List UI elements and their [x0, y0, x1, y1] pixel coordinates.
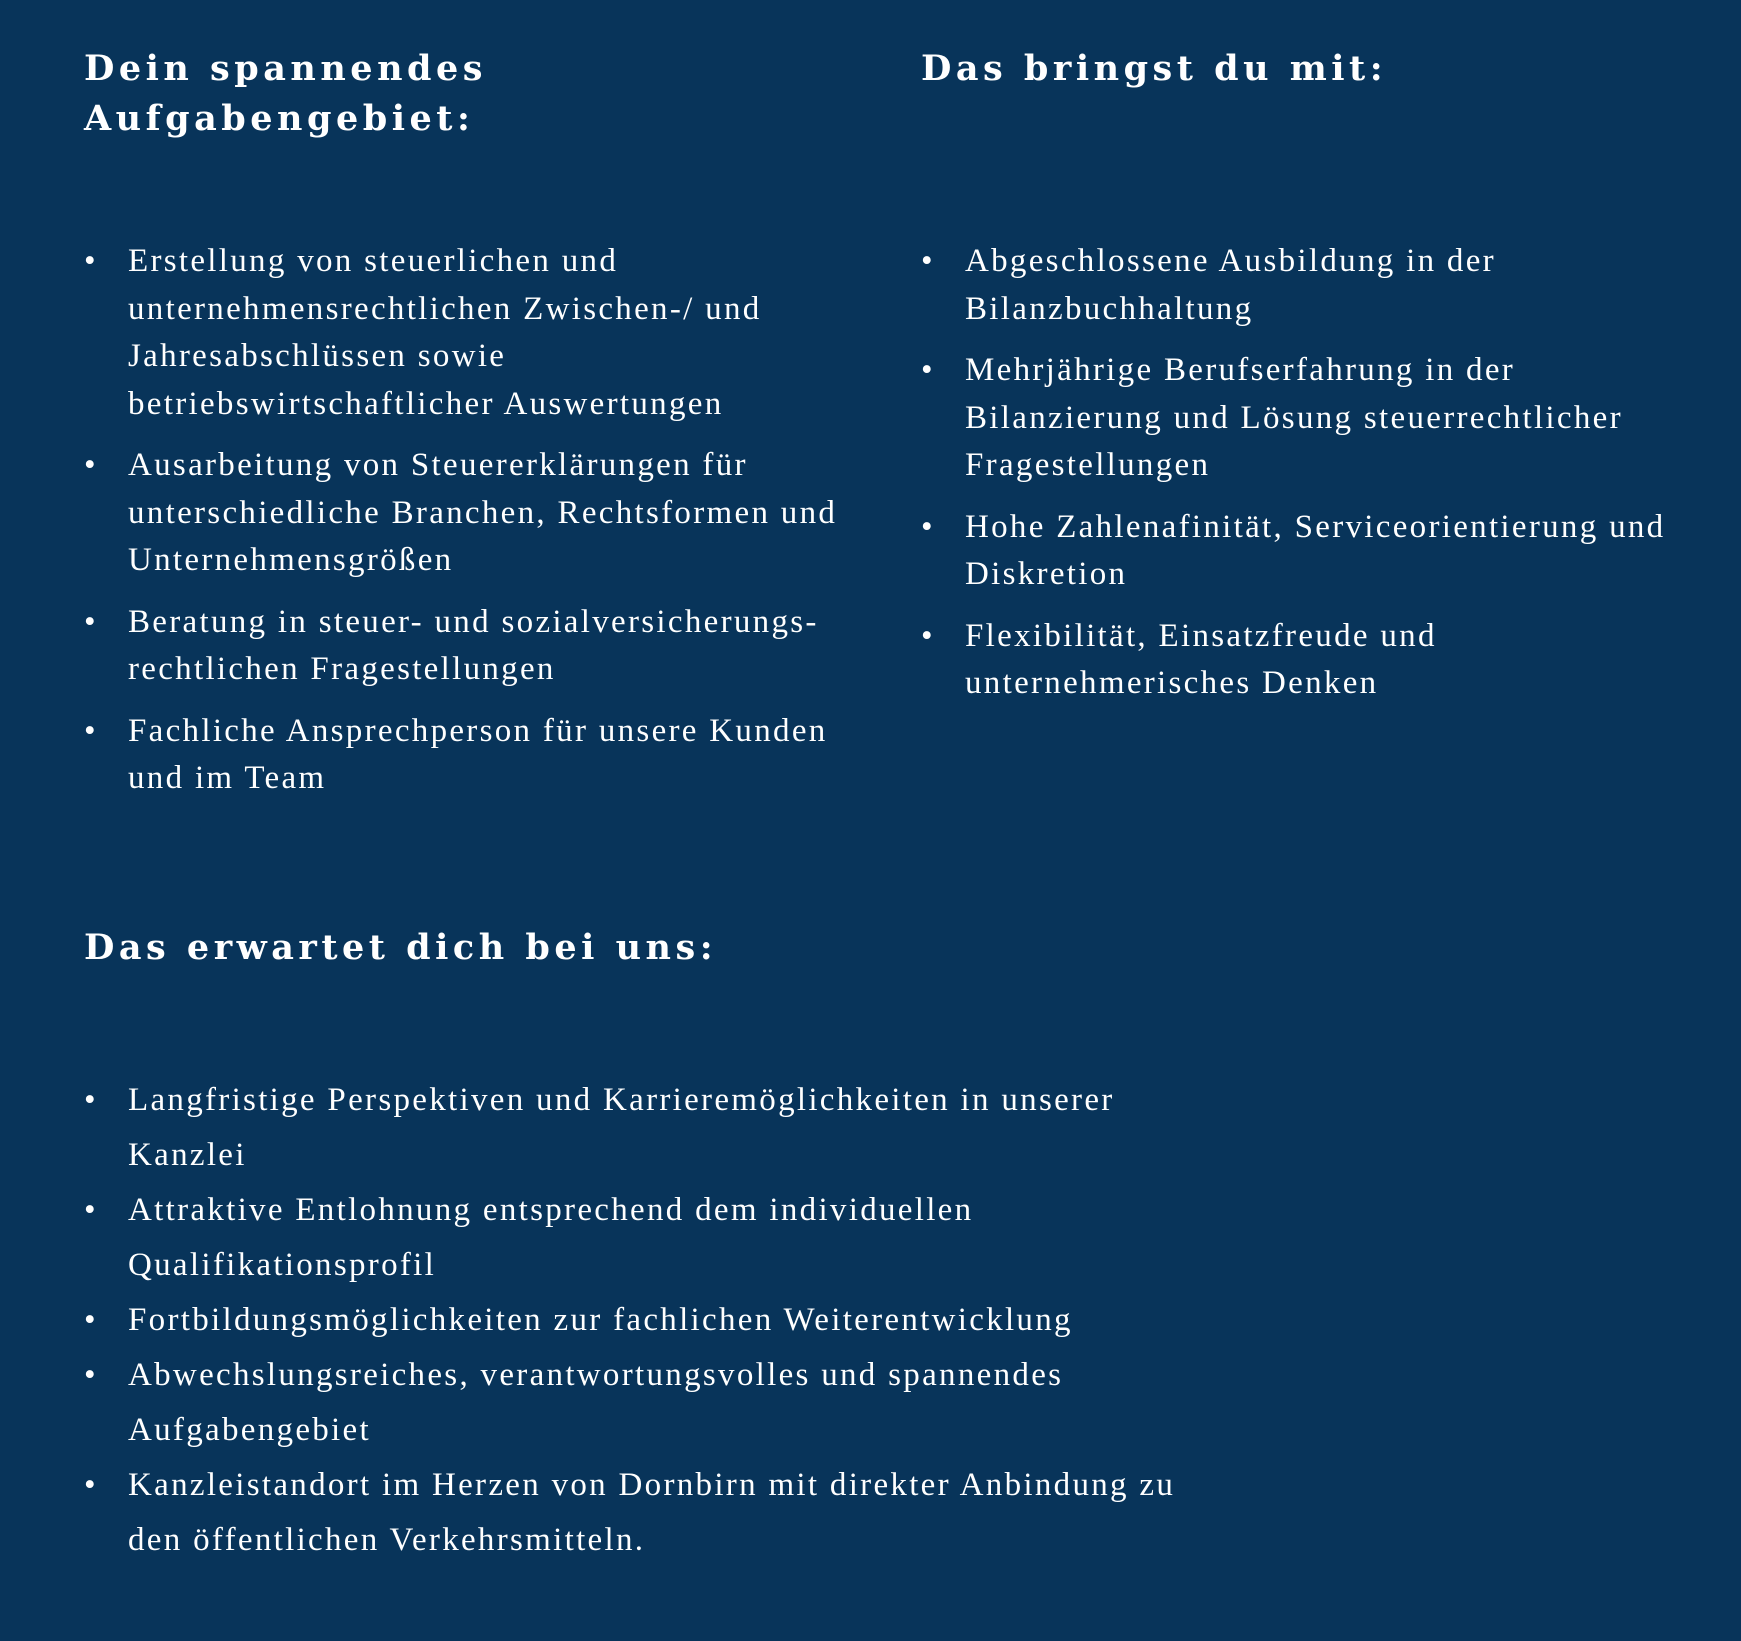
requirements-heading: Das bringst du mit:	[921, 48, 1388, 89]
benefits-section	[84, 923, 1204, 1568]
list-item: • Fachliche Ansprechperson für unsere Kunden und im Team	[84, 708, 874, 803]
list-item: • Attraktive Entlohnung entsprechend dem individuellen Qualifikationsprofil	[84, 1183, 1204, 1293]
tasks-list	[84, 238, 874, 803]
benefits-list	[84, 1073, 1204, 1568]
tasks-section	[84, 44, 874, 817]
list-item: • Hohe Zahlenafinität, Serviceorientierung und Diskretion	[921, 504, 1681, 599]
list-item: • Langfristige Perspektiven und Karrieremöglichkeiten in unserer Kanzlei	[84, 1073, 1204, 1183]
requirements-list	[921, 238, 1681, 708]
tasks-heading: Dein spannendes Aufgabengebiet:	[84, 48, 487, 139]
list-item: • Flexibilität, Einsatzfreude und unternehmerisches Denken	[921, 613, 1681, 708]
list-item: • Beratung in steuer- und sozialversicherungs- rechtlichen Fragestellungen	[84, 599, 874, 694]
list-item: • Abgeschlossene Ausbildung in der Bilanzbuchhaltung	[921, 238, 1681, 333]
list-item: • Fortbildungsmöglichkeiten zur fachlichen Weiterentwicklung	[84, 1293, 1204, 1348]
list-item: • Abwechslungsreiches, verantwortungsvolles und spannendes Aufgabengebiet	[84, 1348, 1204, 1458]
list-item: • Kanzleistandort im Herzen von Dornbirn mit direkter Anbindung zu den öffentlichen Verkehrsmitteln.	[84, 1458, 1204, 1568]
list-item: • Ausarbeitung von Steuererklärungen für unterschiedliche Branchen, Rechtsformen und Unternehmensgrößen	[84, 442, 874, 585]
benefits-heading: Das erwartet dich bei uns:	[84, 927, 718, 968]
list-item: • Erstellung von steuerlichen und unternehmensrechtlichen Zwischen-/ und Jahresabschlüssen sowie betriebswirtschaftlicher Auswertungen	[84, 238, 874, 428]
requirements-section	[921, 44, 1681, 722]
list-item: • Mehrjährige Berufserfahrung in der Bilanzierung und Lösung steuerrechtlicher Fragestellungen	[921, 347, 1681, 490]
